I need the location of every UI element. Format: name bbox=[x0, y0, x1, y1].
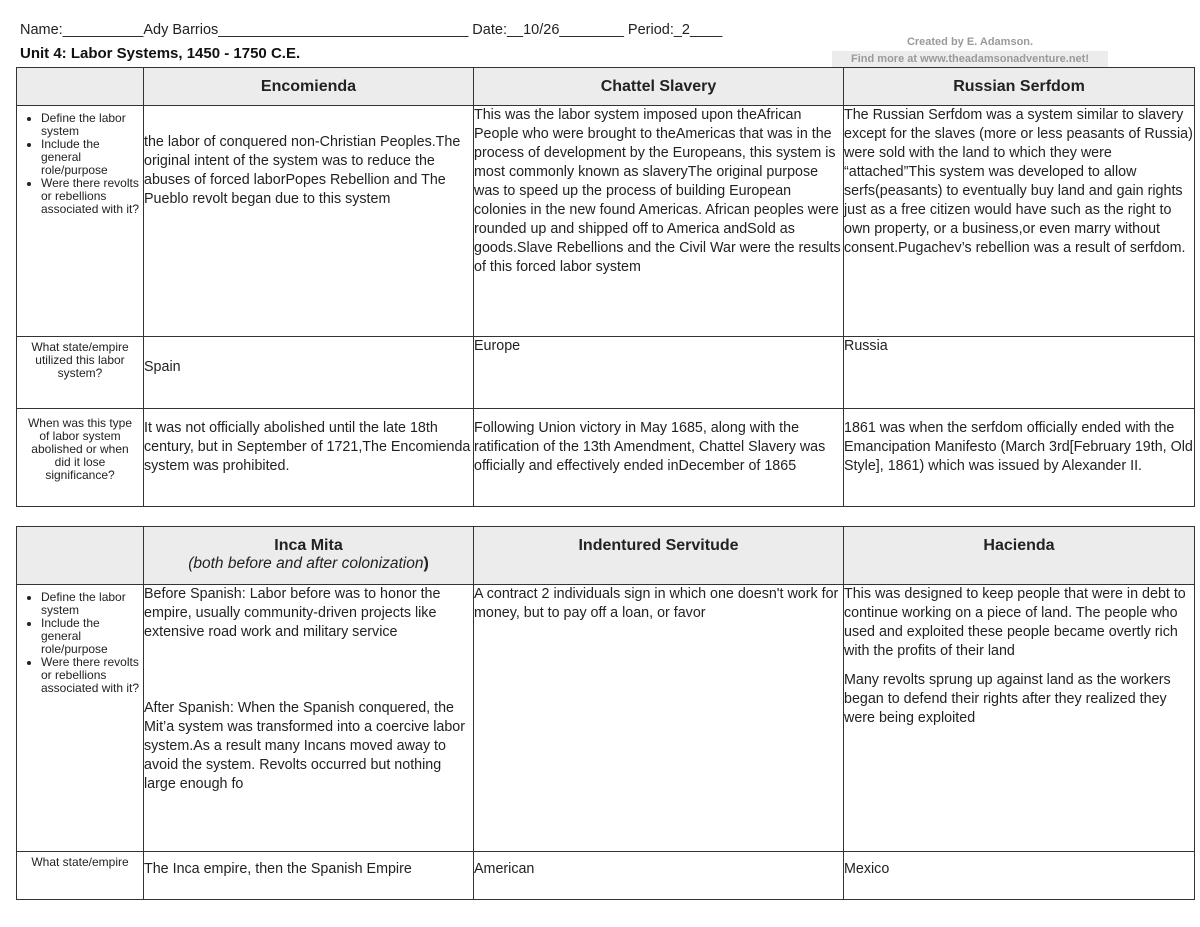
prompt-revolts: • Were there revolts or rebellions associated with it? bbox=[41, 177, 143, 216]
name-date-period-line: Name:__________Ady Barrios_______________________________ Date:__10/26________ Period:_2____ bbox=[20, 22, 723, 38]
encomienda-state-answer[interactable]: Spain bbox=[144, 337, 474, 409]
credit-author: Created by E. Adamson. bbox=[906, 36, 1034, 48]
column-header-russian-serfdom: Russian Serfdom bbox=[844, 68, 1195, 106]
hacienda-define-answer[interactable] bbox=[844, 585, 1195, 852]
column-header-inca-mita bbox=[144, 527, 474, 585]
credit-watermark bbox=[832, 34, 1108, 68]
indentured-state-answer[interactable]: American bbox=[474, 852, 844, 900]
column-header-hacienda: Hacienda bbox=[844, 527, 1195, 585]
indentured-define-answer[interactable]: A contract 2 individuals sign in which one doesn't work for money, but to pay off a loan, or favor bbox=[474, 585, 844, 852]
hacienda-paragraph-2: Many revolts sprung up against land as the workers began to defend their rights after they realized they were being exploited bbox=[844, 672, 1171, 726]
credit-website: Find more at www.theadamsonadventure.net! bbox=[832, 51, 1108, 68]
prompt-define: • Define the labor system bbox=[41, 112, 143, 138]
prompt-role: • Include the general role/purpose bbox=[41, 138, 143, 177]
encomienda-abolished-answer[interactable]: It was not officially abolished until the late 18th century, but in September of 1721,The Encomienda system was prohibited. bbox=[144, 409, 474, 507]
table1-define-row bbox=[17, 106, 1195, 337]
inca-mita-title: Inca Mita bbox=[274, 537, 343, 554]
table1-abolished-row bbox=[17, 409, 1195, 507]
state-prompt: What state/empire utilized this labor system? bbox=[17, 337, 144, 409]
chattel-state-answer[interactable]: Europe bbox=[474, 337, 844, 409]
hacienda-state-answer[interactable]: Mexico bbox=[844, 852, 1195, 900]
column-header-indentured-servitude: Indentured Servitude bbox=[474, 527, 844, 585]
abolished-prompt: When was this type of labor system abolished or when did it lose significance? bbox=[17, 409, 144, 507]
inca-after-spanish: After Spanish: When the Spanish conquered, the Mit’a system was transformed into a coercive labor system.As a result many Incans moved away to avoid the system. Revolts occurred but nothing large enough fo bbox=[144, 700, 466, 792]
unit-title: Unit 4: Labor Systems, 1450 - 1750 C.E. bbox=[20, 45, 301, 62]
column-header-chattel-slavery: Chattel Slavery bbox=[474, 68, 844, 106]
chattel-abolished-answer[interactable]: Following Union victory in May 1685, along with the ratification of the 13th Amendment, Chattel Slavery was officially and effectively ended inDecember of 1865 bbox=[474, 409, 844, 507]
define-prompts bbox=[17, 106, 144, 337]
prompt-define-2: • Define the labor system bbox=[41, 591, 143, 617]
serfdom-abolished-answer[interactable]: 1861 was when the serfdom officially ended with the Emancipation Manifesto (March 3rd[February 19th, Old Style], 1861) which was issued by Alexander II. bbox=[844, 409, 1195, 507]
column-header-encomienda: Encomienda bbox=[144, 68, 474, 106]
define-prompts-2 bbox=[17, 585, 144, 852]
serfdom-define-answer[interactable]: The Russian Serfdom was a system similar to slavery except for the slaves (more or less peasants of Russia) were sold with the land to which they were “attached”This system was developed to allow serfs(peasants) to eventually buy land and gain rights just as a free citizen would have such as the right to own property, or a business,or even marry without consent.Pugachev’s rebellion was a result of serfdom. bbox=[844, 106, 1195, 337]
table1-state-row bbox=[17, 337, 1195, 409]
chattel-define-answer[interactable]: This was the labor system imposed upon theAfrican People who were brought to theAmericas that was in the process of development by the Europeans, this system is most commonly known as slaveryThe original purpose was to speed up the process of building European colonies in the new found Americas. African peoples were rounded up and shipped off to America andSold as goods.Slave Rebellions and the Civil War were the results of this forced labor system bbox=[474, 106, 844, 337]
serfdom-state-answer[interactable]: Russia bbox=[844, 337, 1195, 409]
hacienda-paragraph-1: This was designed to keep people that were in debt to continue working on a piece of land. The people who used and exploited these people became overtly rich with the profits of their land bbox=[844, 586, 1186, 659]
table2-state-row bbox=[17, 852, 1195, 900]
table2-header-row bbox=[17, 527, 1195, 585]
encomienda-define-answer[interactable]: the labor of conquered non-Christian Peoples.The original intent of the system was to reduce the abuses of forced laborPopes Rebellion and The Pueblo revolt began due to this system bbox=[144, 106, 474, 337]
table2-corner-cell bbox=[17, 527, 144, 585]
table1-header-row bbox=[17, 68, 1195, 106]
inca-before-spanish: Before Spanish: Labor before was to honor the empire, usually community-driven projects like extensive road work and military service bbox=[144, 586, 441, 640]
table2-define-row bbox=[17, 585, 1195, 852]
labor-systems-table-1 bbox=[16, 67, 1195, 507]
inca-mita-define-answer[interactable] bbox=[144, 585, 474, 852]
table1-corner-cell bbox=[17, 68, 144, 106]
state-prompt-2: What state/empire bbox=[17, 852, 144, 900]
inca-mita-state-answer[interactable]: The Inca empire, then the Spanish Empire bbox=[144, 852, 474, 900]
inca-mita-subtitle: (both before and after colonization) bbox=[188, 555, 429, 572]
prompt-role-2: • Include the general role/purpose bbox=[41, 617, 143, 656]
labor-systems-table-2 bbox=[16, 526, 1195, 900]
prompt-revolts-2: • Were there revolts or rebellions associated with it? bbox=[41, 656, 143, 695]
